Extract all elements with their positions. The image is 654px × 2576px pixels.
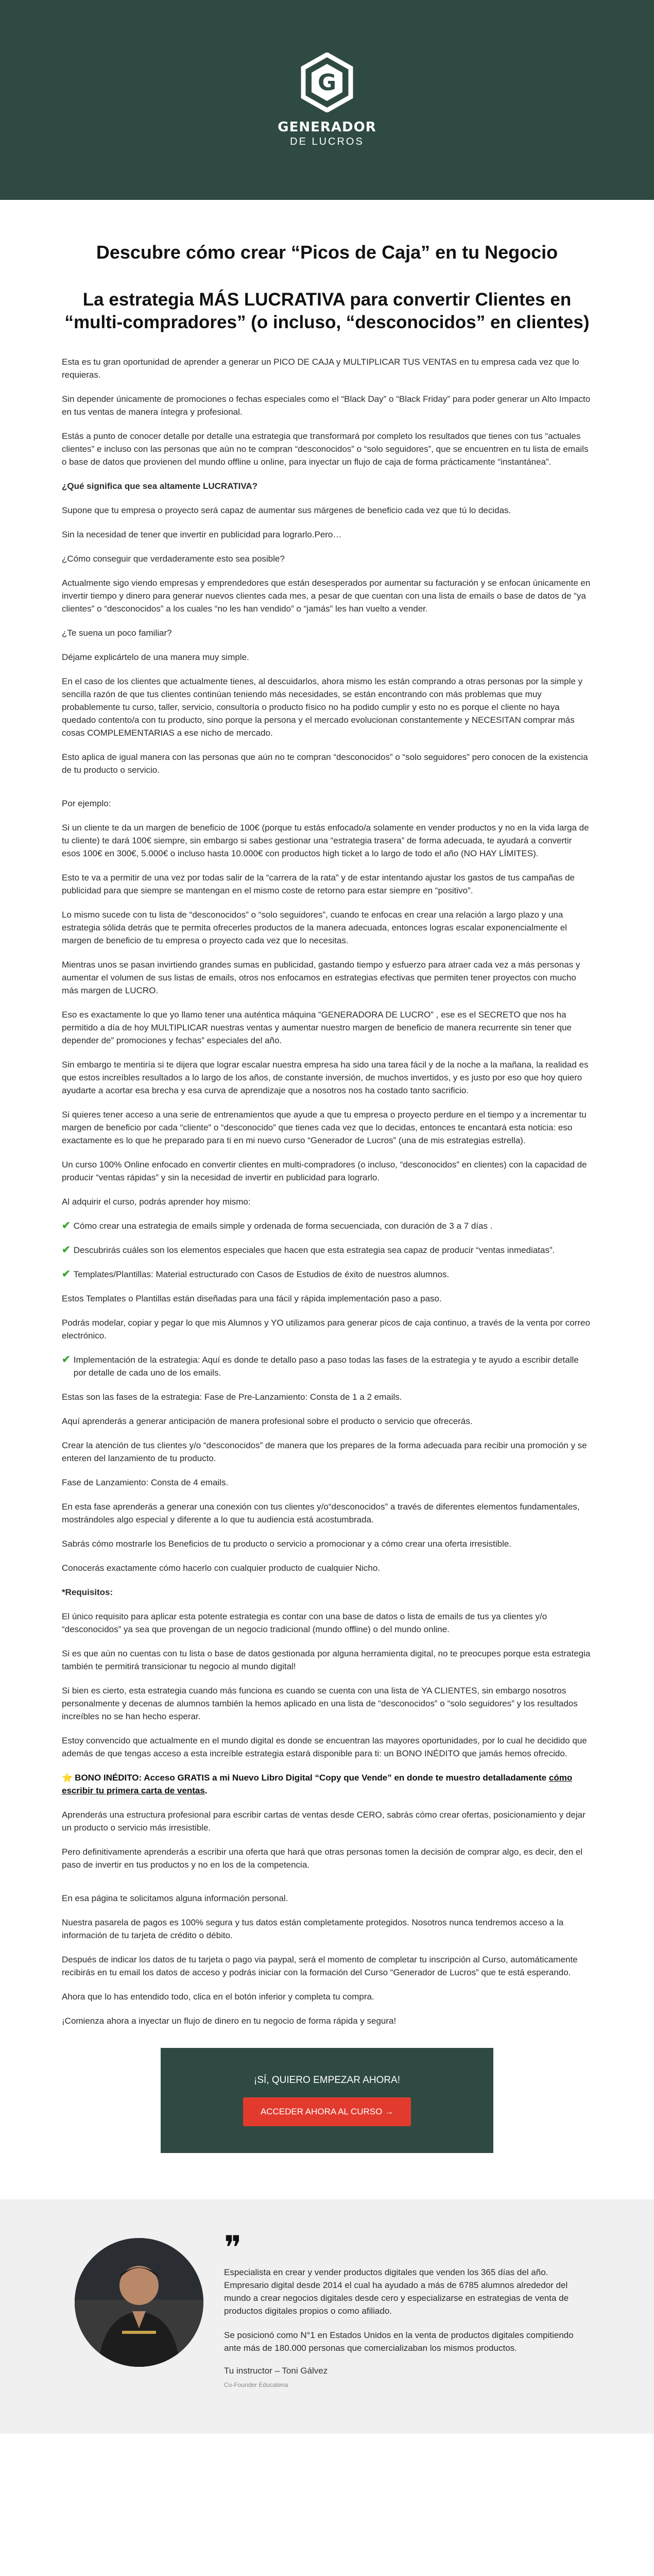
instructor-section bbox=[0, 2199, 654, 2434]
section-heading: *Requisitos: bbox=[62, 1587, 113, 1597]
bonus-lead: BONO INÉDITO: Acceso GRATIS a mi Nuevo Libro Digital “Copy que Vende” en donde te muestro detalladamente bbox=[75, 1773, 549, 1783]
benefit-item bbox=[62, 1219, 592, 1232]
cta-section bbox=[62, 2048, 592, 2153]
brand-logo[interactable] bbox=[278, 53, 376, 148]
instructor-bio-1: Especialista en crear y vender productos digitales que venden los 365 días del año. Empresario digital desde 2014 el cual ha ayudado a más de 6785 alumnos alrededor del mundo a crear negocios digitales desde cero y especializarse en estrategias de venta de productos digitales propios o como afiliado. bbox=[224, 2267, 569, 2316]
body-paragraph: Sabrás cómo mostrarle los Beneficios de tu producto o servicio a promocionar y a cómo crear una oferta irresistible. bbox=[62, 1539, 512, 1549]
instructor-bio-2: Se posicionó como N°1 en Estados Unidos en la venta de productos digitales compitiendo ante más de 180.000 personas que comercializaban los mismos productos. bbox=[224, 2330, 574, 2353]
benefit-text: Implementación de la estrategia: Aquí es donde te detallo paso a paso todas las fases de la estrategia y te ayudo a escribir detalle por detalle de cada uno de los emails. bbox=[73, 1355, 579, 1378]
bonus-offer bbox=[62, 1771, 592, 1797]
checkmark-icon: ✔ bbox=[62, 1220, 71, 1231]
hexagon-g-logo-icon bbox=[300, 53, 354, 112]
instructor-role: Co-Founder Educatena bbox=[224, 2381, 288, 2388]
spacer bbox=[62, 788, 592, 797]
body-paragraph: Supone que tu empresa o proyecto será capaz de aumentar sus márgenes de beneficio cada vez que tú lo decidas. bbox=[62, 505, 511, 515]
body-paragraph: Aquí aprenderás a generar anticipación de manera profesional sobre el producto o servicio que ofrecerás. bbox=[62, 1416, 473, 1426]
spacer bbox=[62, 1883, 592, 1892]
logo-initials: G bbox=[317, 69, 337, 96]
body-paragraph: Si quieres tener acceso a una serie de entrenamientos que ayude a que tu empresa o proyecto perdure en el tiempo y a incrementar tu margen de beneficio por cada “cliente” o “desconocido” que tienes cada vez que lo decidas, entonces te encantará esta noticia: eso exactamente es lo que he preparado para ti en mi nuevo curso “Generador de Lucros” (una de mis estrategias estrella). bbox=[62, 1110, 587, 1145]
site-header bbox=[0, 0, 654, 200]
body-paragraph: Pero definitivamente aprenderás a escribir una oferta que hará que otras personas tomen la decisión de comprar algo, es decir, den el paso de invertir en tus productos y no en los de la competencia. bbox=[62, 1847, 583, 1870]
body-paragraph: Déjame explicártelo de una manera muy simple. bbox=[62, 652, 249, 662]
access-course-button[interactable] bbox=[243, 2097, 411, 2126]
body-paragraph: Al adquirir el curso, podrás aprender hoy mismo: bbox=[62, 1197, 251, 1207]
body-paragraph: Sin la necesidad de tener que invertir en publicidad para lograrlo.Pero… bbox=[62, 530, 342, 539]
cta-title: ¡SÍ, QUIERO EMPEZAR AHORA! bbox=[254, 2075, 400, 2086]
body-paragraph: Conocerás exactamente cómo hacerlo con cualquier producto de cualquier Nicho. bbox=[62, 1563, 381, 1573]
page-title: Descubre cómo crear “Picos de Caja” en tu Negocio bbox=[96, 242, 558, 263]
body-paragraph: En esa página te solicitamos alguna información personal. bbox=[62, 1893, 288, 1903]
body-paragraph: Aprenderás una estructura profesional para escribir cartas de ventas desde CERO, sabrás cómo crear ofertas, posicionamiento y dejar un producto o servicio más irresistible. bbox=[62, 1810, 586, 1833]
bonus-text bbox=[62, 1773, 572, 1795]
instructor-text bbox=[224, 2229, 584, 2388]
instructor-photo-icon bbox=[75, 2238, 203, 2367]
body-paragraph: Esto te va a permitir de una vez por todas salir de la “carrera de la rata” y de estar intentando ajustar los gastos de tus campañas de publicidad para que siempre se mantengan en el mismo coste de retorno para estar siempre en “positivo”. bbox=[62, 873, 575, 895]
sales-letter-body bbox=[62, 355, 592, 2027]
page-subtitle: La estrategia MÁS LUCRATIVA para convertir Clientes en “multi-compradores” (o incluso, “desconocidos” en clientes) bbox=[64, 290, 590, 332]
checkmark-icon: ✔ bbox=[62, 1244, 71, 1256]
body-paragraph: Sin depender únicamente de promociones o fechas especiales como el “Black Day” o “Black Friday” para poder generar un Alto Impacto en tus ventas de manera íntegra y profesional. bbox=[62, 394, 591, 417]
body-paragraph: Por ejemplo: bbox=[62, 799, 111, 808]
body-paragraph: Estás a punto de conocer detalle por detalle una estrategia que transformará por completo los resultados que tienes con tus “actuales clientes” e incluso con las personas que aún no te compran “desconocidos” o “solo seguidores”, que se encuentren en tu lista de emails o base de datos que provienen del mundo offline u online, para inyectar un flujo de caja de forma prácticamente “instantánea”. bbox=[62, 431, 589, 467]
body-paragraph: Si bien es cierto, esta estrategia cuando más funciona es cuando se cuenta con una lista de YA CLIENTES, sin embargo nosotros personalmente y decenas de alumnos también la hemos aplicado en una lista de “desconocidos” o “solo seguidores” y los resultados increíbles no se han hecho esperar. bbox=[62, 1686, 578, 1721]
benefit-item bbox=[62, 1268, 592, 1281]
body-paragraph: Ahora que lo has entendido todo, clica en el botón inferior y completa tu compra. bbox=[62, 1992, 374, 2002]
star-icon: ⭐ bbox=[62, 1773, 73, 1783]
body-paragraph: Fase de Lanzamiento: Consta de 4 emails. bbox=[62, 1478, 229, 1487]
body-paragraph: Eso es exactamente lo que yo llamo tener una auténtica máquina “GENERADORA DE LUCRO” , ese es el SECRETO que nos ha permitido a día de hoy MULTIPLICAR nuestras ventas y aumentar nuestro margen de beneficio de manera recurrente sin tener que depender de” promociones y fechas” especiales del año. bbox=[62, 1010, 572, 1045]
body-paragraph: Podrás modelar, copiar y pegar lo que mis Alumnos y YO utilizamos para generar picos de caja continuo, a través de la venta por correo electrónico. bbox=[62, 1318, 590, 1341]
benefit-item bbox=[62, 1353, 592, 1379]
access-course-button-label: ACCEDER AHORA AL CURSO bbox=[260, 2107, 383, 2116]
body-paragraph: Estoy convencido que actualmente en el mundo digital es donde se encuentran las mayores oportunidades, por lo cual he decidido que además de que tengas acceso a esta increíble estrategia estará disponible para ti: un BONO INÉDITO que jamás hemos ofrecido. bbox=[62, 1736, 587, 1758]
body-paragraph: Esto aplica de igual manera con las personas que aún no te compran “desconocidos” o “solo seguidores” pero conocen de la existencia de tu producto o servicio. bbox=[62, 752, 588, 775]
body-paragraph: Lo mismo sucede con tu lista de “desconocidos” o “solo seguidores”, cuando te enfocas en crear una relación a largo plazo y una estrategia sólida detrás que te permita ofrecerles productos de la manera adecuada, entonces logras escalar exponencialmente el margen de beneficio de tu empresa o proyecto cada vez que lo necesitas. bbox=[62, 910, 567, 945]
body-paragraph: Después de indicar los datos de tu tarjeta o pago via paypal, será el momento de completar tu inscripción al Curso, automáticamente recibirás en tu email los datos de acceso y podrás iniciar con la formación del Curso “Generador de Lucros” que te está esperando. bbox=[62, 1955, 578, 1977]
body-paragraph: Un curso 100% Online enfocado en convertir clientes en multi-compradores (o incluso, “desconocidos” en clientes) con la capacidad de producir “ventas rápidas” y sin la necesidad de invertir en publicidad para lograrlo. bbox=[62, 1160, 587, 1182]
benefit-text: Descubrirás cuáles son los elementos especiales que hacen que esta estrategia sea capaz de producir “ventas inmediatas”. bbox=[73, 1245, 555, 1255]
bonus-tail: . bbox=[204, 1786, 208, 1795]
arrow-right-icon: → bbox=[385, 2107, 394, 2116]
body-paragraph: Estos Templates o Plantillas están diseñadas para una fácil y rápida implementación paso a paso. bbox=[62, 1294, 442, 1303]
checkmark-icon: ✔ bbox=[62, 1354, 71, 1365]
body-paragraph: ¿Te suena un poco familiar? bbox=[62, 628, 172, 638]
body-paragraph: Actualmente sigo viendo empresas y emprendedores que están desesperados por aumentar su facturación y se enfocan únicamente en invertir tiempo y dinero para generar nuevos clientes cada mes, a pesar de que cuentan con una lista de emails o base de datos de “ya clientes” o “desconocidos” a los cuales “no les han vendido” o “jamás” les han vuelto a vender. bbox=[62, 578, 591, 614]
instructor-avatar bbox=[75, 2238, 203, 2367]
bonus-link[interactable]: cómo escribir tu primera carta de ventas bbox=[62, 1773, 573, 1795]
body-paragraph: El único requisito para aplicar esta potente estrategia es contar con una base de datos o lista de emails de tus ya clientes y/o “desconocidos” ya sea que provengan de un negocio tradicional (mundo offline) o del mundo online. bbox=[62, 1612, 547, 1634]
body-paragraph: Estas son las fases de la estrategia: Fase de Pre-Lanzamiento: Consta de 1 a 2 emails. bbox=[62, 1392, 402, 1402]
brand-name: GENERADOR bbox=[278, 119, 376, 135]
checkmark-icon: ✔ bbox=[62, 1268, 71, 1280]
body-paragraph: Mientras unos se pasan invirtiendo grandes sumas en publicidad, gastando tiempo y esfuerzo para atraer cada vez a más personas y aumentar el volumen de sus listas de emails, otros nos enfocamos en estrategias efectivas que permiten tener proyectos con mucho más margen de LUCRO. bbox=[62, 960, 580, 995]
brand-subtitle: DE LUCROS bbox=[290, 135, 364, 147]
instructor-name: Tu instructor – Toni Gálvez bbox=[224, 2366, 328, 2376]
body-paragraph: En esta fase aprenderás a generar una conexión con tus clientes y/o“desconocidos” a través de diferentes elementos fundamentales, mostrándoles algo especial y diferente a lo que tu audiencia está acostumbrada. bbox=[62, 1502, 580, 1524]
quote-icon: ❞ bbox=[224, 2229, 242, 2267]
body-paragraph: Si es que aún no cuentas con tu lista o base de datos gestionada por alguna herramienta digital, no te preocupes porque esta estrategia también te permitirá transicionar tu negocio al mundo digital! bbox=[62, 1649, 591, 1671]
body-paragraph: En el caso de los clientes que actualmente tienes, al descuidarlos, ahora mismo les están comprando a otras personas por la simple y sencilla razón de que tus clientes continúan teniendo más necesidades, se están encontrando con más problemas que muy probablemente tu curso, taller, servicio, consultoría o producto físico no ha podido cumplir y esto no es porque el cliente no haya quedado contento/a con tu producto, sino porque la persona y el mercado evolucionan constantemente y NECESITAN comprar más cosas COMPLEMENTARIAS a ese nicho de mercado. bbox=[62, 676, 583, 738]
benefit-text: Templates/Plantillas: Material estructurado con Casos de Estudios de éxito de nuestros alumnos. bbox=[73, 1269, 450, 1279]
body-paragraph: Nuestra pasarela de pagos es 100% segura y tus datos están completamente protegidos. Nosotros nunca tendremos acceso a la información de tu tarjeta de crédito o débito. bbox=[62, 1918, 564, 1940]
section-heading: ¿Qué significa que sea altamente LUCRATIVA? bbox=[62, 481, 258, 491]
body-paragraph: ¡Comienza ahora a inyectar un flujo de dinero en tu negocio de forma rápida y segura! bbox=[62, 2016, 397, 2026]
sales-letter bbox=[62, 200, 592, 2153]
benefit-text: Cómo crear una estrategia de emails simple y ordenada de forma secuenciada, con duración de 3 a 7 días . bbox=[73, 1221, 493, 1231]
benefit-item bbox=[62, 1244, 592, 1257]
cta-box bbox=[161, 2048, 493, 2153]
body-paragraph: Esta es tu gran oportunidad de aprender a generar un PICO DE CAJA y MULTIPLICAR TUS VENTAS en tu empresa cada vez que lo requieras. bbox=[62, 357, 579, 380]
body-paragraph: ¿Cómo conseguir que verdaderamente esto sea posible? bbox=[62, 554, 285, 564]
body-paragraph: Sin embargo te mentiría si te dijera que lograr escalar nuestra empresa ha sido una tarea fácil y de la noche a la mañana, la realidad es que estos increíbles resultados a lo largo de los años, de constante inversión, de muchos invertidos, y es justo por eso que hoy quiero ayudarte a acortar esa brecha y esa curva de aprendizaje que a nosotros nos ha costado tanto sacrificio. bbox=[62, 1060, 589, 1095]
body-paragraph: Si un cliente te da un margen de beneficio de 100€ (porque tu estás enfocado/a solamente en vender productos y no en la vida larga de tu cliente) te dará 100€ siempre, sin embargo si sabes gestionar una “estrategia trasera” de forma adecuada, te ayudará a convertir esos 100€ en 300€, 5.000€ o incluso hasta 10.000€ con productos high ticket a lo largo de todo el año (NO HAY LÍMITES). bbox=[62, 823, 589, 858]
body-paragraph: Crear la atención de tus clientes y/o “desconocidos” de manera que los prepares de la forma adecuada para recibir una promoción y se enteren del lanzamiento de tu producto. bbox=[62, 1440, 587, 1463]
